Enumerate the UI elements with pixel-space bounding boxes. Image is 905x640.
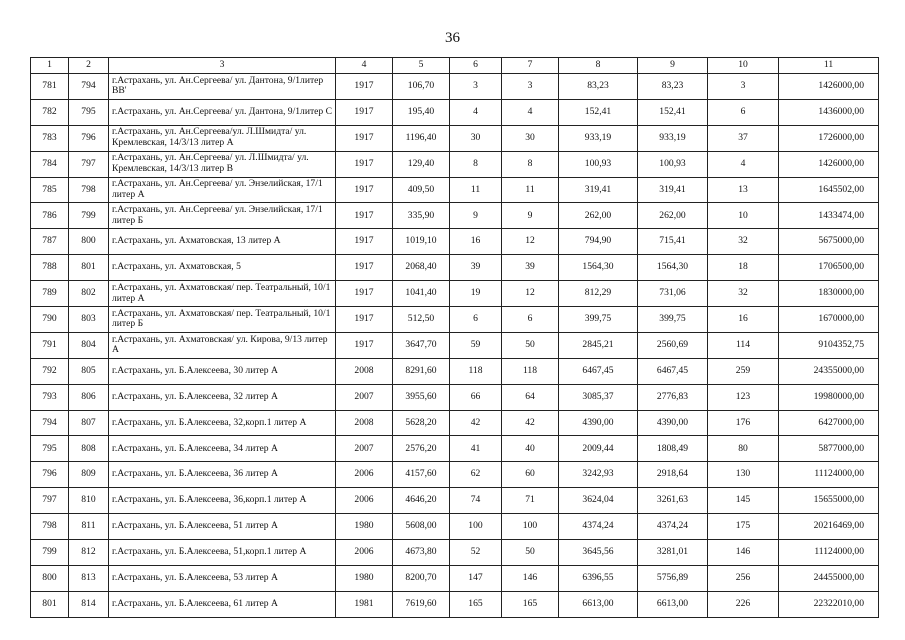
column-8-cell: 262,00 [559,203,638,229]
object-id-cell: 806 [69,384,109,410]
column-header: 11 [779,58,879,74]
address-cell: г.Астрахань, ул. Б.Алексеева, 53 литер А [109,565,336,591]
row-number-cell: 800 [31,565,69,591]
table-row [31,332,879,358]
row-number-cell: 786 [31,203,69,229]
area-cell: 5608,00 [393,514,450,540]
row-number-cell: 799 [31,540,69,566]
row-number-cell: 794 [31,410,69,436]
column-7-cell: 50 [502,332,559,358]
table-row [31,74,879,100]
column-9-cell: 5756,89 [638,565,708,591]
amount-cell: 24455000,00 [779,565,879,591]
row-number-cell: 798 [31,514,69,540]
column-7-cell: 165 [502,591,559,617]
column-10-cell: 130 [708,462,779,488]
object-id-cell: 807 [69,410,109,436]
address-cell: г.Астрахань, ул. Б.Алексеева, 51,корп.1 литер А [109,540,336,566]
column-6-cell: 9 [450,203,502,229]
column-7-cell: 50 [502,540,559,566]
column-10-cell: 6 [708,99,779,125]
column-9-cell: 715,41 [638,229,708,255]
column-header: 2 [69,58,109,74]
column-header: 8 [559,58,638,74]
column-10-cell: 176 [708,410,779,436]
area-cell: 1041,40 [393,281,450,307]
column-7-cell: 42 [502,410,559,436]
column-7-cell: 40 [502,436,559,462]
year-cell: 1980 [336,565,393,591]
column-9-cell: 262,00 [638,203,708,229]
address-cell: г.Астрахань, ул. Ахматовская/ ул. Кирова, 9/13 литер А [109,332,336,358]
object-id-cell: 800 [69,229,109,255]
column-9-cell: 3281,01 [638,540,708,566]
address-cell: г.Астрахань, ул. Ан.Сергеева/ ул. Энзелийская, 17/1 литер Б [109,203,336,229]
table-row [31,203,879,229]
column-6-cell: 100 [450,514,502,540]
year-cell: 2006 [336,462,393,488]
column-8-cell: 4374,24 [559,514,638,540]
year-cell: 1917 [336,229,393,255]
row-number-cell: 788 [31,255,69,281]
column-7-cell: 118 [502,358,559,384]
amount-cell: 11124000,00 [779,462,879,488]
column-10-cell: 256 [708,565,779,591]
column-9-cell: 152,41 [638,99,708,125]
amount-cell: 1726000,00 [779,125,879,151]
table-row [31,436,879,462]
address-cell: г.Астрахань, ул. Б.Алексеева, 32,корп.1 литер А [109,410,336,436]
address-cell: г.Астрахань, ул. Ахматовская/ пер. Театральный, 10/1 литер Б [109,307,336,333]
column-8-cell: 319,41 [559,177,638,203]
year-cell: 1917 [336,281,393,307]
column-10-cell: 18 [708,255,779,281]
year-cell: 1917 [336,74,393,100]
address-cell: г.Астрахань, ул. Ан.Сергеева/ ул. Дантона, 9/1литер ВВ' [109,74,336,100]
object-id-cell: 794 [69,74,109,100]
row-number-cell: 796 [31,462,69,488]
row-number-cell: 781 [31,74,69,100]
column-7-cell: 8 [502,151,559,177]
column-8-cell: 6467,45 [559,358,638,384]
column-9-cell: 83,23 [638,74,708,100]
object-id-cell: 802 [69,281,109,307]
column-7-cell: 30 [502,125,559,151]
column-10-cell: 37 [708,125,779,151]
column-6-cell: 118 [450,358,502,384]
column-9-cell: 319,41 [638,177,708,203]
column-6-cell: 62 [450,462,502,488]
area-cell: 106,70 [393,74,450,100]
table-row [31,565,879,591]
column-header: 3 [109,58,336,74]
column-6-cell: 30 [450,125,502,151]
object-id-cell: 799 [69,203,109,229]
column-10-cell: 226 [708,591,779,617]
column-number-header-row [31,58,879,74]
column-10-cell: 175 [708,514,779,540]
object-id-cell: 810 [69,488,109,514]
column-6-cell: 3 [450,74,502,100]
column-9-cell: 1808,49 [638,436,708,462]
amount-cell: 9104352,75 [779,332,879,358]
column-7-cell: 71 [502,488,559,514]
address-cell: г.Астрахань, ул. Ан.Сергеева/ ул. Дантона, 9/1литер С [109,99,336,125]
column-10-cell: 32 [708,281,779,307]
amount-cell: 22322010,00 [779,591,879,617]
row-number-cell: 795 [31,436,69,462]
object-id-cell: 808 [69,436,109,462]
area-cell: 3955,60 [393,384,450,410]
column-6-cell: 4 [450,99,502,125]
year-cell: 2008 [336,358,393,384]
column-9-cell: 2776,83 [638,384,708,410]
column-8-cell: 3645,56 [559,540,638,566]
year-cell: 1917 [336,307,393,333]
area-cell: 4157,60 [393,462,450,488]
amount-cell: 19980000,00 [779,384,879,410]
column-6-cell: 165 [450,591,502,617]
address-cell: г.Астрахань, ул. Ахматовская, 13 литер А [109,229,336,255]
column-10-cell: 10 [708,203,779,229]
year-cell: 2007 [336,384,393,410]
column-6-cell: 8 [450,151,502,177]
address-cell: г.Астрахань, ул. Б.Алексеева, 36,корп.1 литер А [109,488,336,514]
column-10-cell: 259 [708,358,779,384]
table-row [31,410,879,436]
address-cell: г.Астрахань, ул. Ан.Сергеева/ ул. Л.Шмидта/ ул. Кремлевская, 14/3/13 литер В [109,151,336,177]
address-cell: г.Астрахань, ул. Б.Алексеева, 61 литер А [109,591,336,617]
row-number-cell: 785 [31,177,69,203]
table-row [31,151,879,177]
area-cell: 7619,60 [393,591,450,617]
table-row [31,177,879,203]
column-header: 1 [31,58,69,74]
row-number-cell: 783 [31,125,69,151]
column-10-cell: 32 [708,229,779,255]
amount-cell: 20216469,00 [779,514,879,540]
address-cell: г.Астрахань, ул. Б.Алексеева, 34 литер А [109,436,336,462]
table-row [31,514,879,540]
column-8-cell: 1564,30 [559,255,638,281]
area-cell: 195,40 [393,99,450,125]
column-10-cell: 80 [708,436,779,462]
address-cell: г.Астрахань, ул. Ахматовская/ пер. Театральный, 10/1 литер А [109,281,336,307]
column-6-cell: 147 [450,565,502,591]
amount-cell: 15655000,00 [779,488,879,514]
year-cell: 1917 [336,99,393,125]
row-number-cell: 801 [31,591,69,617]
column-6-cell: 74 [450,488,502,514]
column-header: 6 [450,58,502,74]
column-10-cell: 145 [708,488,779,514]
column-8-cell: 812,29 [559,281,638,307]
column-6-cell: 16 [450,229,502,255]
column-8-cell: 3624,04 [559,488,638,514]
object-id-cell: 801 [69,255,109,281]
object-id-cell: 809 [69,462,109,488]
area-cell: 5628,20 [393,410,450,436]
row-number-cell: 784 [31,151,69,177]
row-number-cell: 791 [31,332,69,358]
column-6-cell: 52 [450,540,502,566]
area-cell: 8200,70 [393,565,450,591]
column-7-cell: 4 [502,99,559,125]
column-9-cell: 1564,30 [638,255,708,281]
object-id-cell: 811 [69,514,109,540]
row-number-cell: 782 [31,99,69,125]
amount-cell: 1426000,00 [779,74,879,100]
column-10-cell: 3 [708,74,779,100]
year-cell: 1917 [336,125,393,151]
year-cell: 1917 [336,203,393,229]
column-6-cell: 11 [450,177,502,203]
table-row [31,99,879,125]
address-cell: г.Астрахань, ул. Б.Алексеева, 51 литер А [109,514,336,540]
table-row [31,255,879,281]
amount-cell: 24355000,00 [779,358,879,384]
row-number-cell: 790 [31,307,69,333]
table-row [31,488,879,514]
area-cell: 2576,20 [393,436,450,462]
table-row [31,229,879,255]
address-cell: г.Астрахань, ул. Ан.Сергеева/ ул. Энзелийская, 17/1 литер А [109,177,336,203]
amount-cell: 5877000,00 [779,436,879,462]
column-6-cell: 66 [450,384,502,410]
column-7-cell: 39 [502,255,559,281]
year-cell: 1917 [336,177,393,203]
address-cell: г.Астрахань, ул. Ахматовская, 5 [109,255,336,281]
column-8-cell: 3242,93 [559,462,638,488]
object-id-cell: 797 [69,151,109,177]
column-10-cell: 16 [708,307,779,333]
row-number-cell: 787 [31,229,69,255]
area-cell: 3647,70 [393,332,450,358]
amount-cell: 1830000,00 [779,281,879,307]
area-cell: 512,50 [393,307,450,333]
column-10-cell: 123 [708,384,779,410]
column-9-cell: 4374,24 [638,514,708,540]
column-7-cell: 12 [502,229,559,255]
object-id-cell: 803 [69,307,109,333]
column-10-cell: 146 [708,540,779,566]
address-cell: г.Астрахань, ул. Б.Алексеева, 32 литер А [109,384,336,410]
area-cell: 129,40 [393,151,450,177]
amount-cell: 5675000,00 [779,229,879,255]
column-7-cell: 11 [502,177,559,203]
area-cell: 1196,40 [393,125,450,151]
column-6-cell: 6 [450,307,502,333]
column-8-cell: 6613,00 [559,591,638,617]
year-cell: 1981 [336,591,393,617]
amount-cell: 1433474,00 [779,203,879,229]
area-cell: 335,90 [393,203,450,229]
column-8-cell: 933,19 [559,125,638,151]
column-7-cell: 6 [502,307,559,333]
address-cell: г.Астрахань, ул. Б.Алексеева, 36 литер А [109,462,336,488]
column-7-cell: 64 [502,384,559,410]
column-7-cell: 100 [502,514,559,540]
object-id-cell: 795 [69,99,109,125]
amount-cell: 1670000,00 [779,307,879,333]
object-id-cell: 804 [69,332,109,358]
column-header: 10 [708,58,779,74]
object-id-cell: 805 [69,358,109,384]
column-8-cell: 83,23 [559,74,638,100]
column-9-cell: 6467,45 [638,358,708,384]
object-id-cell: 814 [69,591,109,617]
column-7-cell: 146 [502,565,559,591]
column-8-cell: 399,75 [559,307,638,333]
table-row [31,462,879,488]
column-header: 5 [393,58,450,74]
column-header: 7 [502,58,559,74]
address-cell: г.Астрахань, ул. Ан.Сергеева/ул. Л.Шмидта/ ул. Кремлевская, 14/3/13 литер А [109,125,336,151]
column-6-cell: 41 [450,436,502,462]
year-cell: 2006 [336,488,393,514]
year-cell: 2007 [336,436,393,462]
year-cell: 1917 [336,151,393,177]
area-cell: 2068,40 [393,255,450,281]
object-id-cell: 813 [69,565,109,591]
row-number-cell: 792 [31,358,69,384]
year-cell: 1917 [336,255,393,281]
table-row [31,125,879,151]
column-8-cell: 3085,37 [559,384,638,410]
column-9-cell: 399,75 [638,307,708,333]
address-cell: г.Астрахань, ул. Б.Алексеева, 30 литер А [109,358,336,384]
column-6-cell: 19 [450,281,502,307]
amount-cell: 1706500,00 [779,255,879,281]
object-id-cell: 812 [69,540,109,566]
column-6-cell: 59 [450,332,502,358]
table-row [31,358,879,384]
column-header: 4 [336,58,393,74]
column-8-cell: 2009,44 [559,436,638,462]
year-cell: 1917 [336,332,393,358]
amount-cell: 11124000,00 [779,540,879,566]
column-7-cell: 60 [502,462,559,488]
column-8-cell: 152,41 [559,99,638,125]
column-8-cell: 2845,21 [559,332,638,358]
amount-cell: 1426000,00 [779,151,879,177]
year-cell: 2006 [336,540,393,566]
column-9-cell: 4390,00 [638,410,708,436]
column-9-cell: 731,06 [638,281,708,307]
area-cell: 8291,60 [393,358,450,384]
area-cell: 4646,20 [393,488,450,514]
column-8-cell: 6396,55 [559,565,638,591]
area-cell: 4673,80 [393,540,450,566]
row-number-cell: 793 [31,384,69,410]
column-8-cell: 100,93 [559,151,638,177]
row-number-cell: 789 [31,281,69,307]
housing-registry-table [30,57,879,618]
column-9-cell: 2560,69 [638,332,708,358]
table-row [31,307,879,333]
object-id-cell: 798 [69,177,109,203]
column-9-cell: 6613,00 [638,591,708,617]
column-9-cell: 100,93 [638,151,708,177]
table-row [31,281,879,307]
amount-cell: 1645502,00 [779,177,879,203]
column-9-cell: 3261,63 [638,488,708,514]
column-8-cell: 4390,00 [559,410,638,436]
column-6-cell: 39 [450,255,502,281]
column-7-cell: 12 [502,281,559,307]
column-6-cell: 42 [450,410,502,436]
column-10-cell: 4 [708,151,779,177]
column-header: 9 [638,58,708,74]
object-id-cell: 796 [69,125,109,151]
page-number: 36 [445,30,460,46]
column-10-cell: 114 [708,332,779,358]
column-10-cell: 13 [708,177,779,203]
column-9-cell: 2918,64 [638,462,708,488]
table-row [31,591,879,617]
column-7-cell: 9 [502,203,559,229]
table-row [31,384,879,410]
year-cell: 2008 [336,410,393,436]
area-cell: 409,50 [393,177,450,203]
area-cell: 1019,10 [393,229,450,255]
row-number-cell: 797 [31,488,69,514]
column-9-cell: 933,19 [638,125,708,151]
amount-cell: 6427000,00 [779,410,879,436]
column-8-cell: 794,90 [559,229,638,255]
table-row [31,540,879,566]
column-7-cell: 3 [502,74,559,100]
year-cell: 1980 [336,514,393,540]
amount-cell: 1436000,00 [779,99,879,125]
